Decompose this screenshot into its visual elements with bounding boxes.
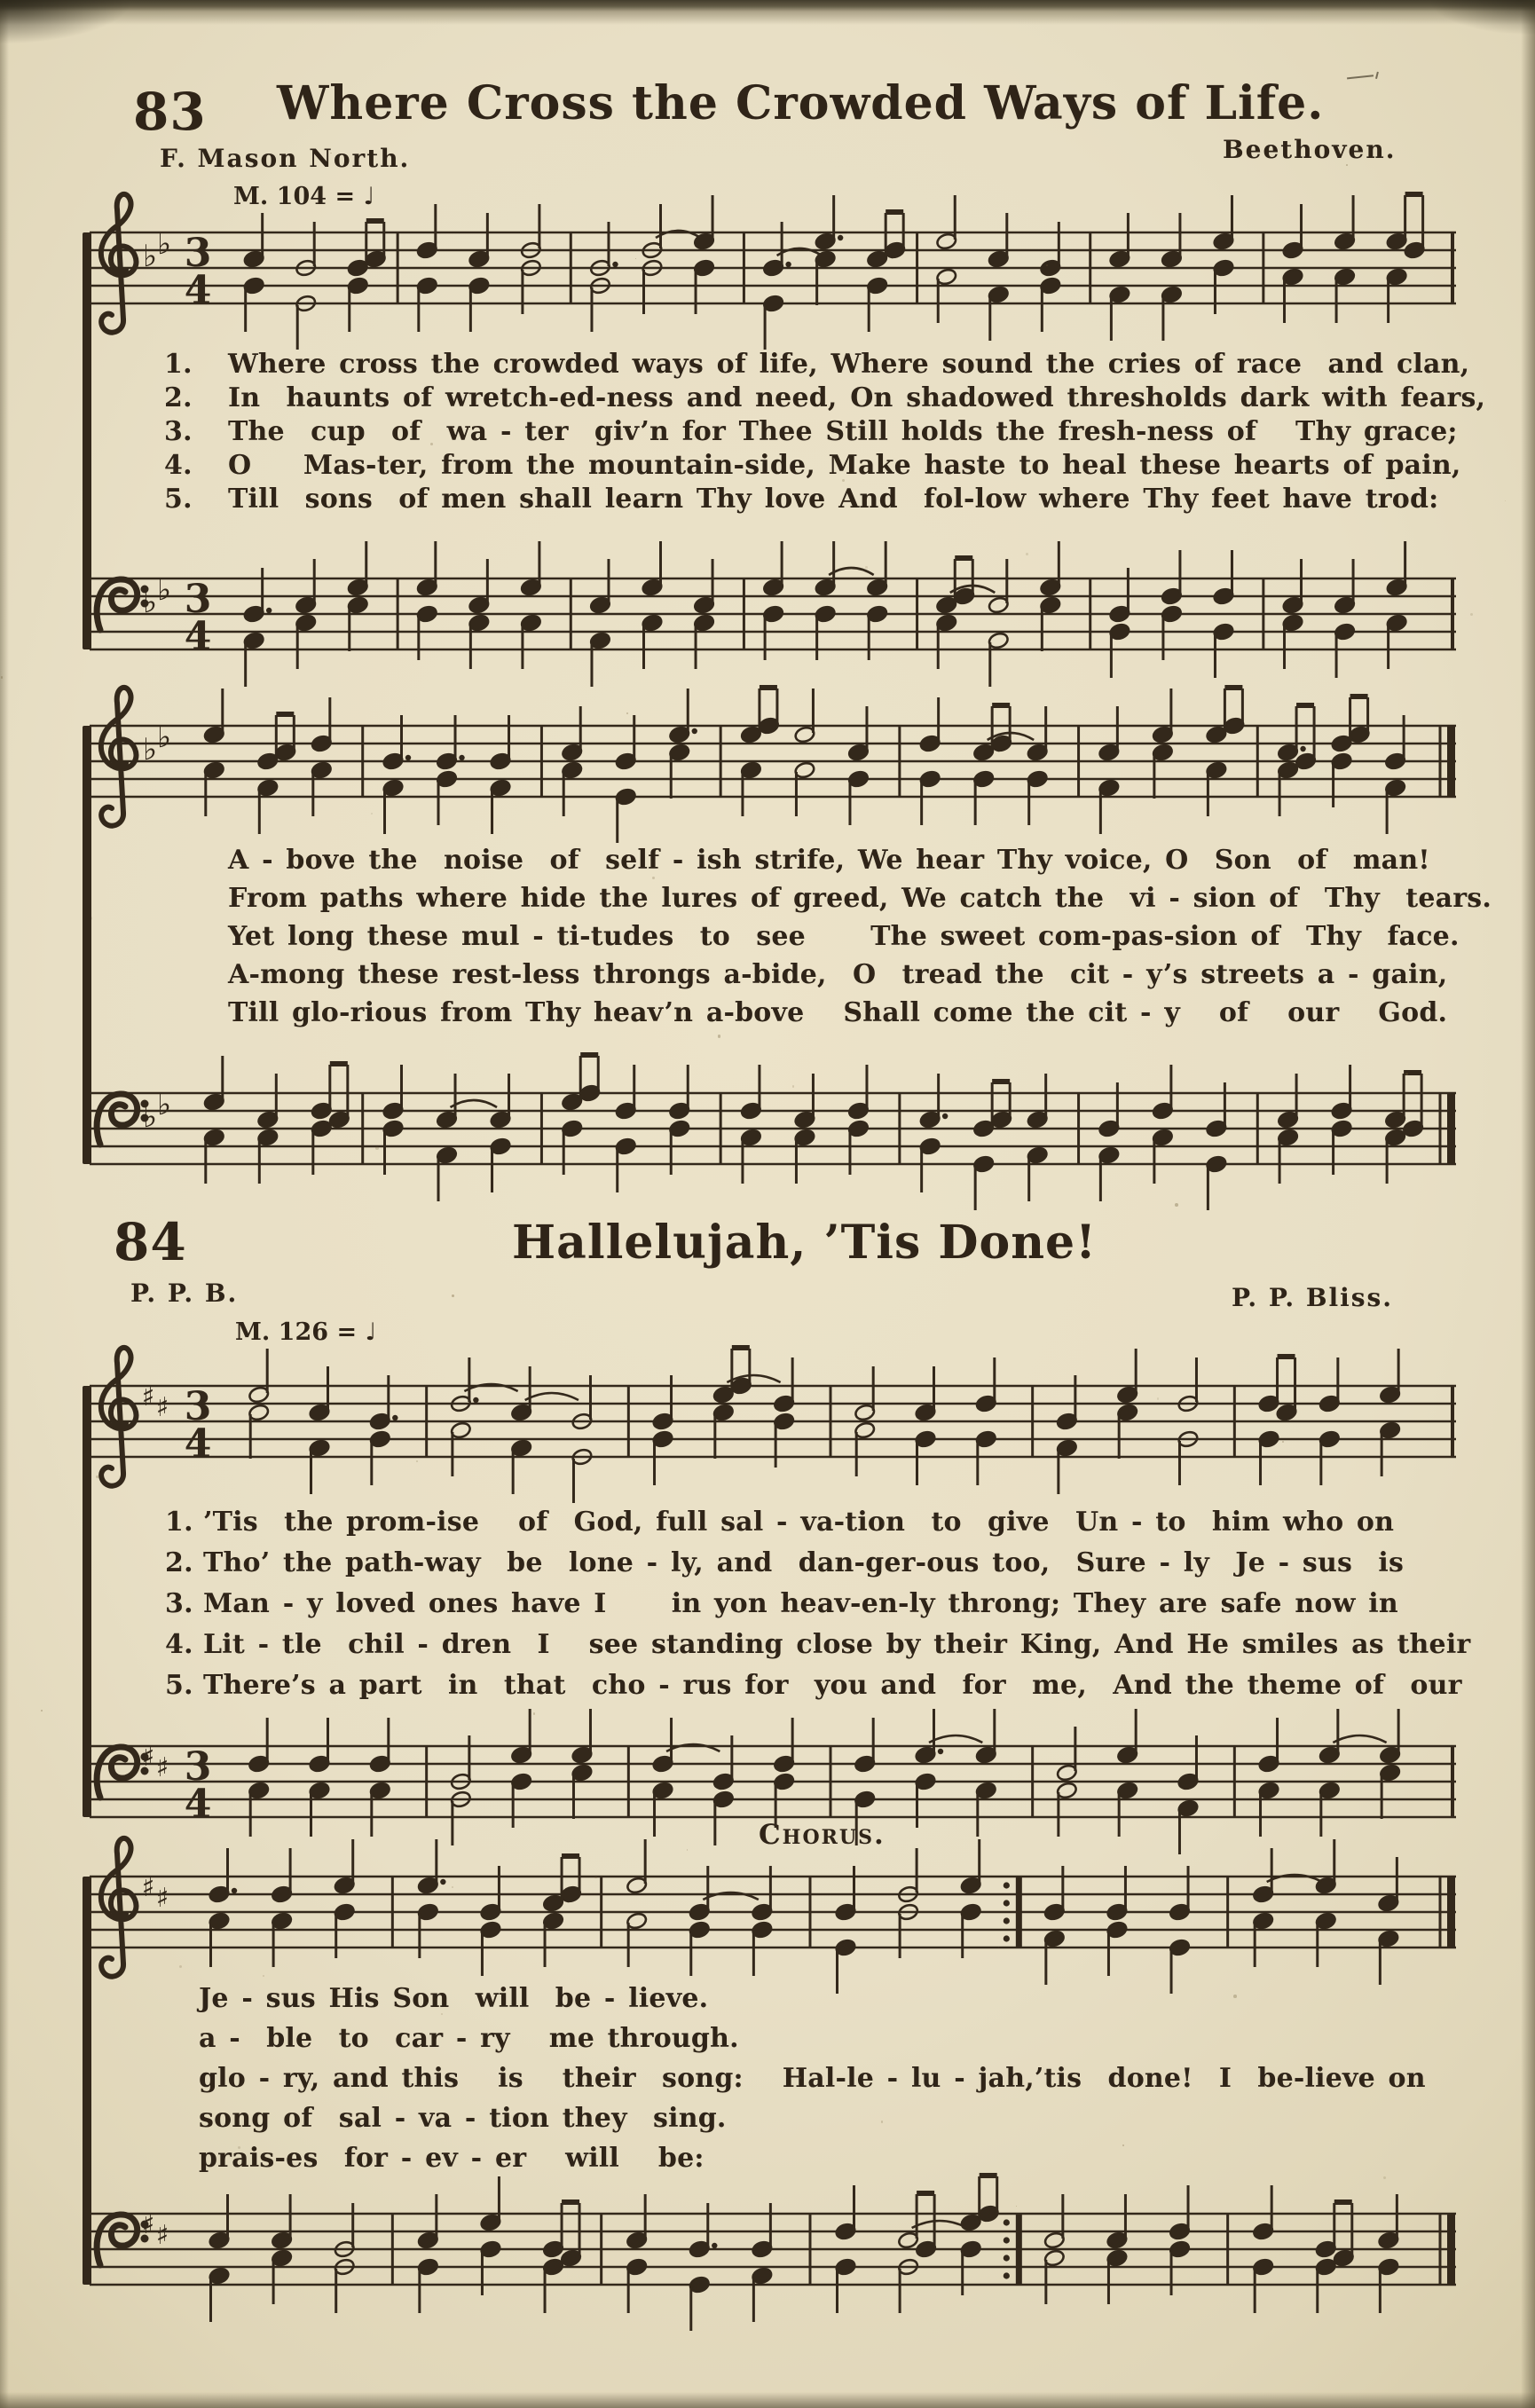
hymn83-title: Where Cross the Crowded Ways of Life. (277, 76, 1325, 130)
paper-speck (96, 1475, 98, 1478)
hymn83-verse2-line: Yet long these mul - ti-tudes to see The sweet com-pas-sion of Thy face. (228, 921, 1460, 952)
paper-speck (1122, 2144, 1124, 2146)
hymn83-verse-line (164, 416, 1458, 447)
page-corner-shadow-top-right (1429, 0, 1535, 35)
verse-number: 4. (165, 1629, 193, 1660)
treble-clef-icon (101, 688, 137, 826)
verse-text: Where cross the crowded ways of life, Where sound the cries of race and clan, (228, 349, 1470, 380)
paper-speck (1346, 164, 1348, 166)
paper-speck (1505, 500, 1506, 501)
paper-speck (41, 1710, 42, 1711)
verse-text: ’Tis the prom-ise of God, full sal - va-tion to give Un - to him who on (203, 1507, 1395, 1538)
svg-text:♭: ♭ (142, 732, 158, 767)
verse-text: Lit - tle chil - dren I see standing close by their King, And He smiles as their (203, 1629, 1471, 1660)
svg-text:4: 4 (184, 614, 212, 659)
svg-text:3: 3 (184, 231, 212, 276)
hymn83-line2-bass-staff (84, 1040, 1460, 1234)
paper-speck (452, 1294, 454, 1297)
hymn83-verse2-line: A-mong these rest-less throngs a-bide, O tread the cit - y’s streets a - gain, (228, 959, 1448, 990)
hymn84-author: P. P. B. (130, 1279, 239, 1308)
page-edge-shadow-bottom (0, 2392, 1535, 2408)
svg-text:♯: ♯ (141, 1742, 155, 1773)
svg-text:♭: ♭ (142, 239, 158, 274)
chorus-label: Chorus. (759, 1819, 886, 1851)
paper-speck (718, 1035, 721, 1038)
paper-speck (1175, 1203, 1178, 1207)
verse-number: 4. (164, 450, 193, 481)
verse-text: Tho’ the path-way be lone - ly, and dan-ger-ous too, Sure - ly Je - sus is (203, 1547, 1405, 1578)
svg-text:♯: ♯ (155, 1883, 169, 1914)
hymn83-verse-line (164, 450, 1461, 481)
hymn83-tempo: M. 104 = ♩ (233, 183, 375, 210)
hymn83-composer: Beethoven. (1223, 135, 1397, 164)
verse-text: O Mas-ter, from the mountain-side, Make haste to heal these hearts of pain, (228, 450, 1461, 481)
svg-text:♯: ♯ (141, 1381, 155, 1413)
hymn84-title: Hallelujah, ’Tis Done! (512, 1216, 1097, 1270)
hymn84-verse-line (165, 1547, 1404, 1578)
paper-speck (1233, 1995, 1237, 1998)
hymn84-chorus-bass-staff (84, 2160, 1460, 2355)
paper-speck (869, 1415, 870, 1417)
verse-number: 3. (164, 416, 193, 447)
paper-speck (1, 676, 4, 679)
hymn84-number: 84 (114, 1212, 187, 1272)
paper-speck (375, 1146, 379, 1150)
svg-text:♭: ♭ (156, 226, 172, 262)
verse-text: There’s a part in that cho - rus for you and for me, And the theme of our (203, 1670, 1462, 1701)
paper-speck (416, 1460, 418, 1462)
hymn83-line2-treble-staff (84, 673, 1460, 867)
svg-text:♭: ♭ (156, 1087, 172, 1122)
page-corner-shadow-top-left (0, 0, 133, 44)
paper-speck (371, 813, 373, 814)
hymn83-number: 83 (133, 82, 207, 142)
verse-number: 2. (165, 1547, 193, 1578)
system-barline (83, 232, 91, 649)
paper-speck (842, 479, 846, 483)
hymn84-chorus-line: a - ble to car - ry me through. (199, 2023, 739, 2054)
svg-text:♯: ♯ (141, 1872, 155, 1903)
treble-clef-icon (101, 194, 137, 333)
bass-clef-icon (97, 1747, 148, 1798)
hymn83-verse2-line: From paths where hide the lures of greed, We catch the vi - sion of Thy tears. (228, 883, 1492, 914)
system-barline (83, 1877, 91, 2285)
paper-speck (998, 1947, 999, 1948)
paper-speck (1470, 613, 1473, 616)
hymn84-tempo: M. 126 = ♩ (235, 1318, 377, 1346)
verse-number: 5. (164, 484, 193, 515)
verse-number: 5. (165, 1670, 193, 1701)
paper-speck (1046, 264, 1048, 266)
smudge-mark (1347, 71, 1389, 83)
svg-text:♯: ♯ (155, 1752, 169, 1783)
page-edge-shadow-left (0, 0, 9, 2408)
paper-speck (881, 2121, 883, 2122)
page-edge-shadow-top (0, 0, 1535, 25)
verse-number: 3. (165, 1588, 193, 1619)
verse-text: In haunts of wretch-ed-ness and need, On shadowed thresholds dark with fears, (228, 382, 1486, 413)
svg-text:♭: ♭ (156, 572, 172, 608)
svg-text:3: 3 (184, 1384, 212, 1429)
hymn84-verse-line (165, 1588, 1398, 1619)
hymn84-chorus-line: Je - sus His Son will be - lieve. (199, 1983, 709, 2014)
treble-clef-icon (101, 1838, 137, 1977)
hymn83-verse2-line: Till glo-rious from Thy heav’n a-bove Shall come the cit - y of our God. (228, 997, 1448, 1028)
svg-text:♯: ♯ (155, 2220, 169, 2251)
verse-text: Man - y loved ones have I in yon heav-en-ly throng; They are safe now in (203, 1588, 1398, 1619)
svg-text:4: 4 (184, 1782, 212, 1827)
verse-text: The cup of wa - ter giv’n for Thee Still holds the fresh-ness of Thy grace; (228, 416, 1458, 447)
svg-text:♯: ♯ (141, 2209, 155, 2240)
bass-clef-icon (97, 1094, 148, 1145)
paper-speck (441, 2013, 443, 2015)
svg-text:♭: ♭ (142, 585, 158, 620)
hymn84-verse-line (165, 1670, 1462, 1701)
hymn84-verse-line (165, 1629, 1470, 1660)
paper-speck (120, 1840, 122, 1842)
paper-speck (1282, 1441, 1283, 1442)
verse-number: 1. (164, 349, 193, 380)
system-barline (83, 1386, 91, 1817)
paper-speck (430, 443, 433, 445)
verse-number: 2. (164, 382, 193, 413)
hymn83-line1-treble-staff (84, 179, 1460, 374)
paper-speck (533, 1712, 536, 1715)
svg-text:4: 4 (184, 1421, 212, 1467)
system-barline (83, 726, 91, 1164)
hymn83-verse-line (164, 484, 1438, 515)
treble-clef-icon (101, 1348, 137, 1486)
hymn84-composer: P. P. Bliss. (1232, 1283, 1394, 1312)
svg-text:♭: ♭ (156, 720, 172, 755)
svg-text:3: 3 (184, 1744, 212, 1790)
hymn83-author: F. Mason North. (160, 144, 411, 173)
hymn83-verse-line (164, 349, 1469, 380)
page-edge-shadow-right (1521, 0, 1535, 2408)
bass-clef-icon (97, 2215, 148, 2265)
paper-speck (1405, 1073, 1408, 1075)
verse-text: Till sons of men shall learn Thy love And fol-low where Thy feet have trod: (228, 484, 1439, 515)
svg-text:3: 3 (184, 577, 212, 622)
paper-speck (865, 566, 867, 568)
hymn83-verse2-line: A - bove the noise of self - ish strife, We hear Thy voice, O Son of man! (228, 845, 1430, 876)
hymn84-chorus-line: prais-es for - ev - er will be: (199, 2143, 705, 2174)
hymn83-verse-line (164, 382, 1485, 413)
hymn84-chorus-line: song of sal - va - tion they sing. (199, 2103, 727, 2134)
hymn84-verse-line (165, 1507, 1394, 1538)
paper-speck (1383, 2176, 1386, 2179)
svg-text:♭: ♭ (142, 1099, 158, 1135)
hymn84-chorus-line: glo - ry, and this is their song: Hal-le - lu - jah,’tis done! I be-lieve on (199, 2063, 1426, 2094)
hymn84-line1-treble-staff (84, 1333, 1460, 1527)
paper-speck (452, 1886, 453, 1888)
verse-number: 1. (165, 1507, 193, 1538)
svg-text:4: 4 (184, 268, 212, 313)
paper-speck (799, 2076, 801, 2079)
paper-speck (652, 877, 655, 879)
svg-text:♯: ♯ (155, 1392, 169, 1423)
bass-clef-icon (97, 579, 148, 630)
